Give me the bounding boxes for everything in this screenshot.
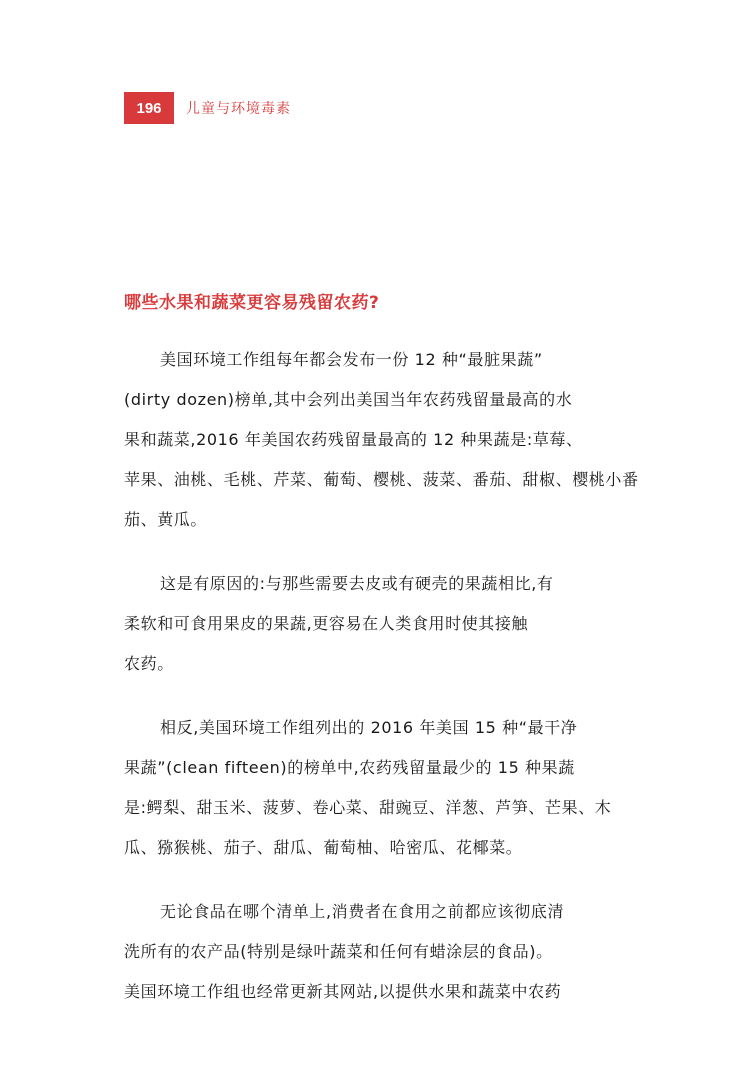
text-line: 美国环境工作组也经常更新其网站,以提供水果和蔬菜中农药	[124, 982, 562, 1001]
paragraph	[124, 340, 639, 540]
text-line: 瓜、猕猴桃、茄子、甜瓜、葡萄柚、哈密瓜、花椰菜。	[124, 838, 523, 857]
text-line: 农药。	[124, 654, 174, 673]
book-title: 儿童与环境毒素	[186, 101, 291, 117]
text-line: (dirty dozen)榜单,其中会列出美国当年农药残留量最高的水	[124, 390, 573, 409]
section-heading: 哪些水果和蔬菜更容易残留农药?	[124, 293, 380, 313]
text-line: 苹果、油桃、毛桃、芹菜、葡萄、樱桃、菠菜、番茄、甜椒、樱桃小番	[124, 470, 639, 489]
paragraph	[124, 708, 612, 868]
paragraph	[124, 892, 606, 1012]
text-line: 相反,美国环境工作组列出的 2016 年美国 15 种“最干净	[160, 718, 578, 737]
text-line: 果和蔬菜,2016 年美国农药残留量最高的 12 种果蔬是:草莓、	[124, 430, 583, 449]
text-line: 是:鳄梨、甜玉米、菠萝、卷心菜、甜豌豆、洋葱、芦笋、芒果、木	[124, 798, 612, 817]
text-line: 美国环境工作组每年都会发布一份 12 种“最脏果蔬”	[160, 350, 543, 369]
text-line: 无论食品在哪个清单上,消费者在食用之前都应该彻底清	[160, 902, 565, 921]
text-line: 柔软和可食用果皮的果蔬,更容易在人类食用时使其接触	[124, 614, 529, 633]
page-number: 196	[124, 92, 174, 124]
text-line: 果蔬”(clean fifteen)的榜单中,农药残留量最少的 15 种果蔬	[124, 758, 575, 777]
body-text	[124, 340, 639, 1036]
running-header	[124, 92, 291, 124]
text-line: 茄、黄瓜。	[124, 510, 208, 529]
paragraph	[124, 564, 606, 684]
text-line: 洗所有的农产品(特别是绿叶蔬菜和任何有蜡涂层的食品)。	[124, 942, 553, 961]
text-line: 这是有原因的:与那些需要去皮或有硬壳的果蔬相比,有	[160, 574, 554, 593]
